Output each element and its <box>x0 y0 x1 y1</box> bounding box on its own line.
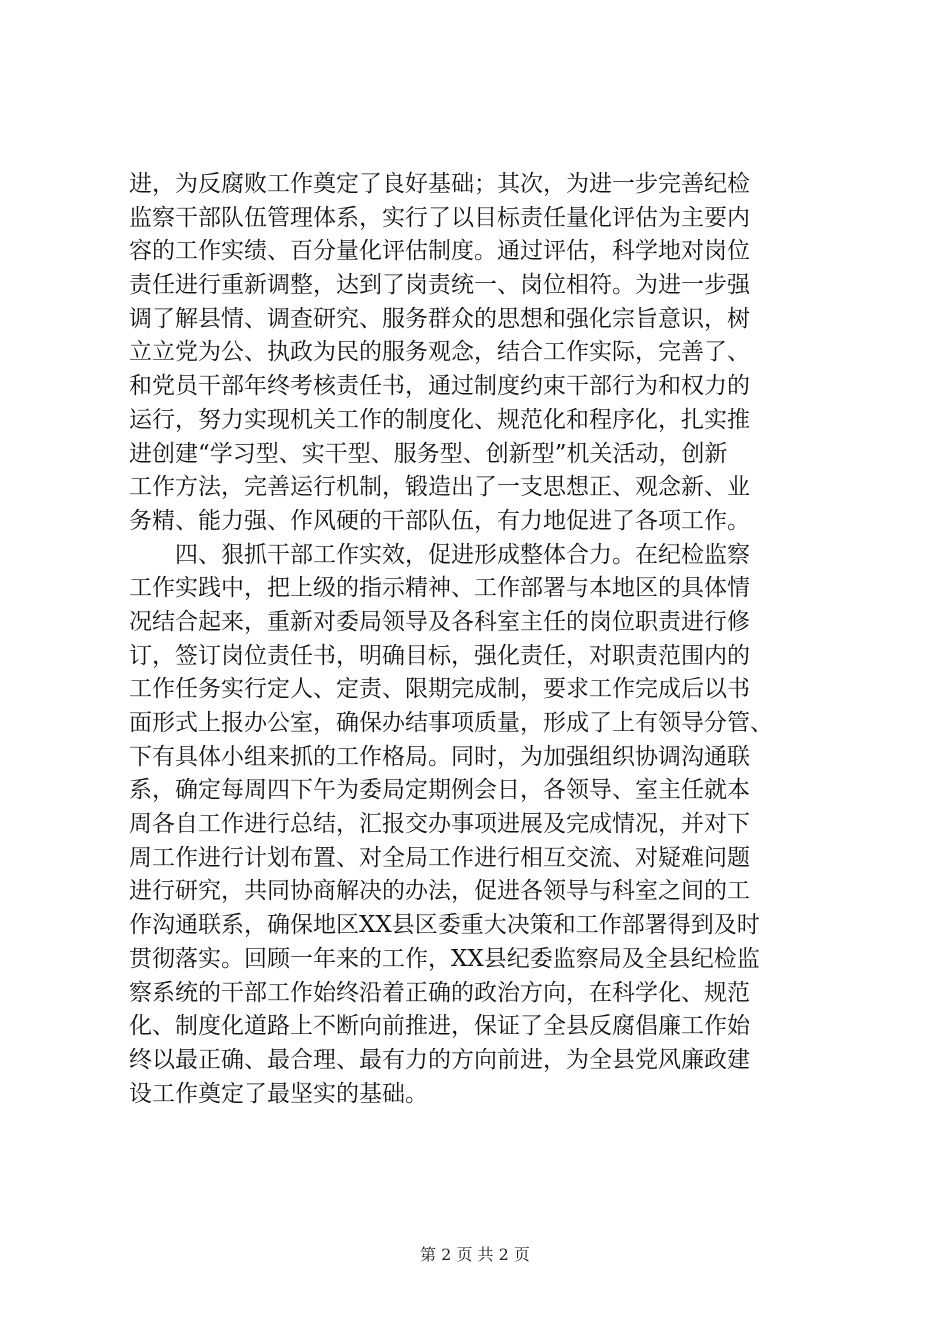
text-line: 化、制度化道路上不断向前推进，保证了全县反腐倡廉工作始 <box>129 1013 750 1040</box>
text-line: 进行研究，共同协商解决的办法，促进各领导与科室之间的工 <box>129 878 750 905</box>
text-line: 运行，努力实现机关工作的制度化、规范化和程序化，扎实推 <box>129 406 750 433</box>
text-line: 工作实践中，把上级的指示精神、工作部署与本地区的具体情 <box>129 575 750 602</box>
text-line: 监察干部队伍管理体系，实行了以目标责任量化评估为主要内 <box>129 204 750 231</box>
text-line: 周工作进行计划布置、对全局工作进行相互交流、对疑难问题 <box>129 844 750 871</box>
text-line: 终以最正确、最合理、最有力的方向前进，为全县党风廉政建 <box>129 1046 750 1073</box>
text-line: 调了解县情、调查研究、服务群众的思想和强化宗旨意识，树 <box>129 305 750 332</box>
text-line: 下有具体小组来抓的工作格局。同时，为加强组织协调沟通联 <box>129 743 750 770</box>
text-line: 订，签订岗位责任书，明确目标，强化责任，对职责范围内的 <box>129 642 750 669</box>
text-line: 务精、能力强、作风硬的干部队伍，有力地促进了各项工作。 <box>129 507 750 534</box>
text-line: 工作任务实行定人、定责、限期完成制，要求工作完成后以书 <box>129 676 750 703</box>
text-line: 四、狠抓干部工作实效，促进形成整体合力。在纪检监察 <box>129 541 750 568</box>
text-line: 况结合起来，重新对委局领导及各科室主任的岗位职责进行修 <box>129 608 750 635</box>
body-text <box>129 168 829 1111</box>
text-line: 工作方法，完善运行机制，锻造出了一支思想正、观念新、业 <box>129 474 750 501</box>
page-number-footer: 第 2 页 共 2 页 <box>420 1245 530 1264</box>
text-line: 和党员干部年终考核责任书，通过制度约束干部行为和权力的 <box>129 373 750 400</box>
text-line: 周各自工作进行总结，汇报交办事项进展及完成情况，并对下 <box>129 811 750 838</box>
text-line: 作沟通联系，确保地区XX县区委重大决策和工作部署得到及时 <box>129 912 760 939</box>
text-line: 贯彻落实。回顾一年来的工作，XX县纪委监察局及全县纪检监 <box>129 945 760 972</box>
text-line: 立立党为公、执政为民的服务观念，结合工作实际，完善了、 <box>129 339 750 366</box>
text-line: 面形式上报办公室，确保办结事项质量，形成了上有领导分管、 <box>129 710 773 736</box>
text-line: 进创建“学习型、实干型、服务型、创新型”机关活动，创新 <box>129 440 728 467</box>
text-line: 进，为反腐败工作奠定了良好基础；其次，为进一步完善纪检 <box>129 171 750 197</box>
text-line: 容的工作实绩、百分量化评估制度。通过评估，科学地对岗位 <box>129 238 750 265</box>
text-line: 设工作奠定了最坚实的基础。 <box>129 1080 428 1107</box>
text-line: 系，确定每周四下午为委局定期例会日，各领导、室主任就本 <box>129 777 750 804</box>
text-line: 责任进行重新调整，达到了岗责统一、岗位相符。为进一步强 <box>129 272 750 299</box>
text-line: 察系统的干部工作始终沿着正确的政治方向，在科学化、规范 <box>129 979 750 1006</box>
